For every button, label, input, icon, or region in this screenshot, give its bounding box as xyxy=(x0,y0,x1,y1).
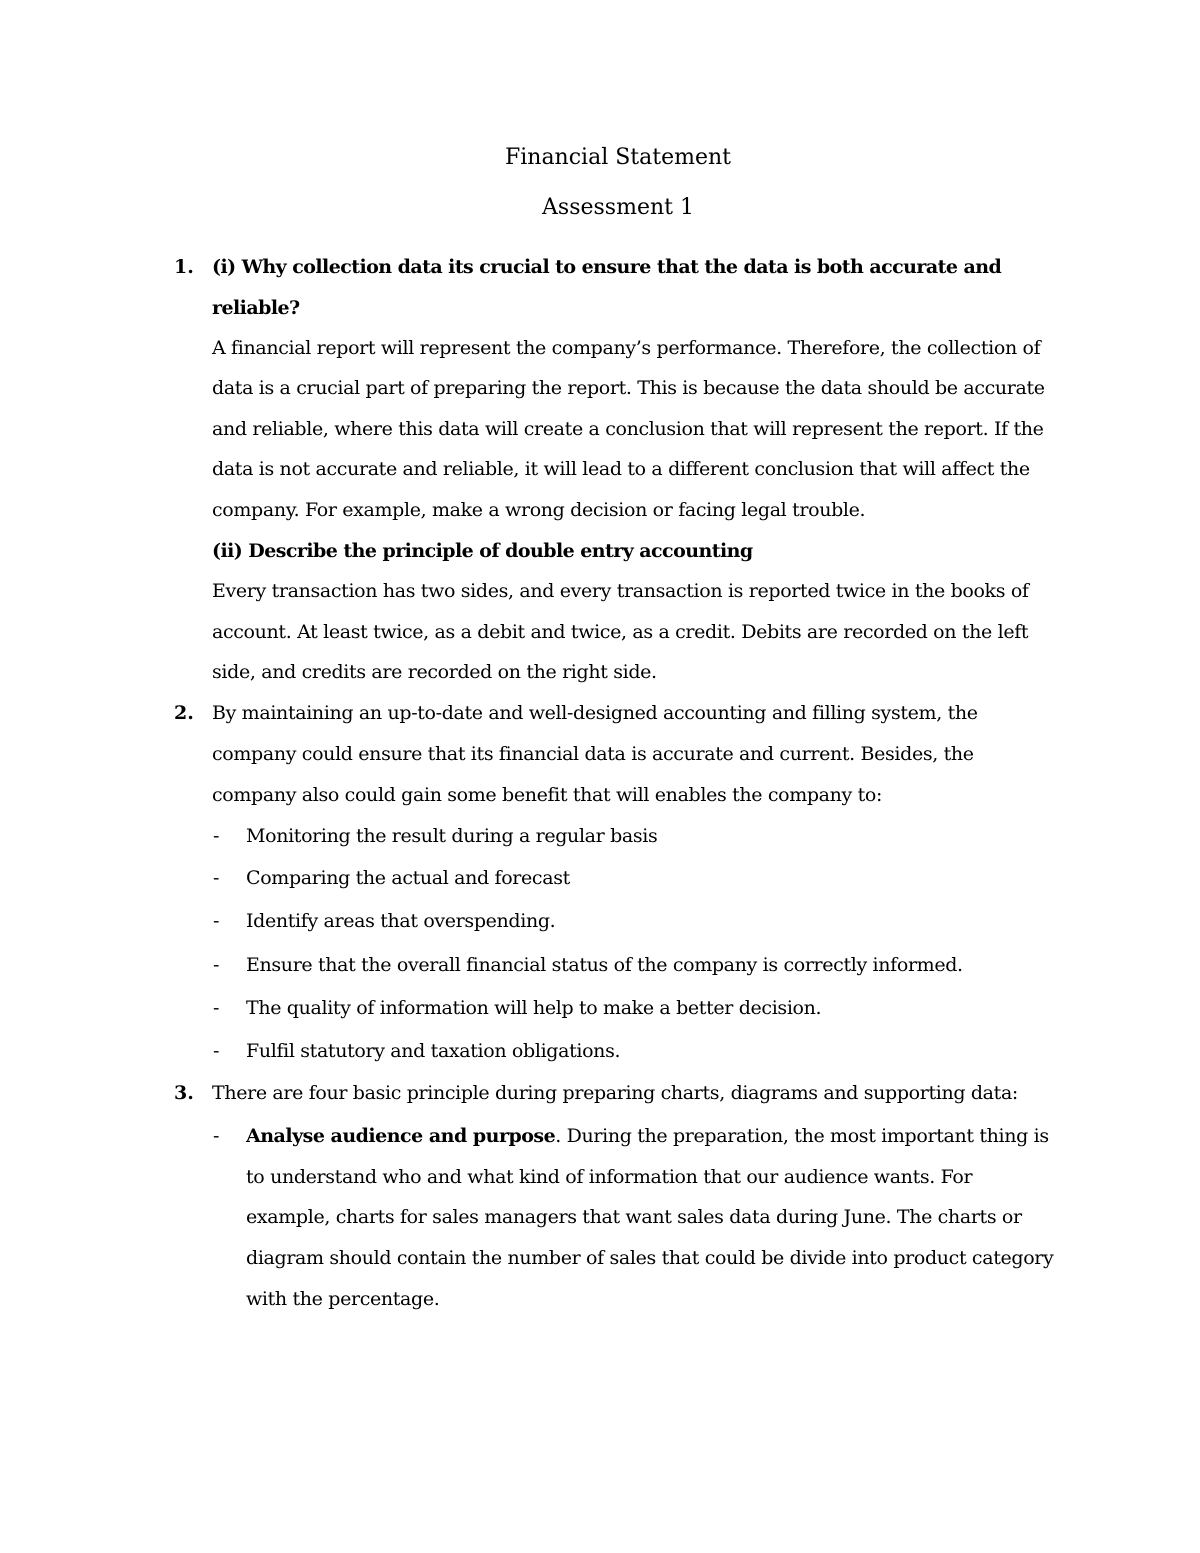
list-item-continuation: with the percentage. xyxy=(246,1288,440,1310)
list-item-text: Identify areas that overspending. xyxy=(246,910,556,932)
bullet-text-rest: . During the preparation, the most important thing is xyxy=(555,1125,1049,1147)
question-heading-line: (ii) Describe the principle of double entry accounting xyxy=(212,540,753,562)
answer-line: account. At least twice, as a debit and twice, as a credit. Debits are recorded on the left xyxy=(212,621,1029,643)
document-title: Financial Statement xyxy=(504,145,732,170)
dash-bullet: - xyxy=(213,910,220,932)
answer-line: There are four basic principle during preparing charts, diagrams and supporting data: xyxy=(212,1082,1018,1104)
document-subtitle: Assessment 1 xyxy=(542,195,694,220)
dash-bullet: - xyxy=(213,997,220,1019)
answer-line: data is a crucial part of preparing the report. This is because the data should be accurate xyxy=(212,377,1045,399)
question-number: 1. xyxy=(174,256,194,278)
list-item-continuation: to understand who and what kind of information that our audience wants. For xyxy=(246,1166,973,1188)
list-item-text: The quality of information will help to make a better decision. xyxy=(246,997,822,1019)
question-number: 3. xyxy=(174,1082,194,1104)
question-heading-line: (i) Why collection data its crucial to ensure that the data is both accurate and xyxy=(212,256,1002,278)
dash-bullet: - xyxy=(213,954,220,976)
dash-bullet: - xyxy=(213,1125,220,1147)
list-item-text xyxy=(246,1124,1049,1148)
answer-line: data is not accurate and reliable, it will lead to a different conclusion that will affect the xyxy=(212,458,1030,480)
answer-line: By maintaining an up-to-date and well-designed accounting and filling system, the xyxy=(212,702,978,724)
answer-line: A financial report will represent the company’s performance. Therefore, the collection of xyxy=(212,337,1041,359)
question-number: 2. xyxy=(174,702,194,724)
list-item-text: Ensure that the overall financial status of the company is correctly informed. xyxy=(246,954,963,976)
list-item-continuation: example, charts for sales managers that want sales data during June. The charts or xyxy=(246,1206,1022,1228)
answer-line: Every transaction has two sides, and every transaction is reported twice in the books of xyxy=(212,580,1029,602)
dash-bullet: - xyxy=(213,825,220,847)
bullet-bold-label: Analyse audience and purpose xyxy=(246,1125,556,1147)
answer-line: company could ensure that its financial data is accurate and current. Besides, the xyxy=(212,743,974,765)
list-item-text: Fulfil statutory and taxation obligations. xyxy=(246,1040,621,1062)
dash-bullet: - xyxy=(213,1040,220,1062)
answer-line: side, and credits are recorded on the right side. xyxy=(212,661,657,683)
dash-bullet: - xyxy=(213,867,220,889)
list-item-text: Comparing the actual and forecast xyxy=(246,867,570,889)
answer-line: company also could gain some benefit that will enables the company to: xyxy=(212,784,883,806)
list-item-continuation: diagram should contain the number of sales that could be divide into product category xyxy=(246,1247,1054,1269)
answer-line: and reliable, where this data will create a conclusion that will represent the report. If the xyxy=(212,418,1044,440)
answer-line: company. For example, make a wrong decision or facing legal trouble. xyxy=(212,499,866,521)
list-item-text: Monitoring the result during a regular basis xyxy=(246,825,658,847)
question-heading-line: reliable? xyxy=(212,297,300,319)
